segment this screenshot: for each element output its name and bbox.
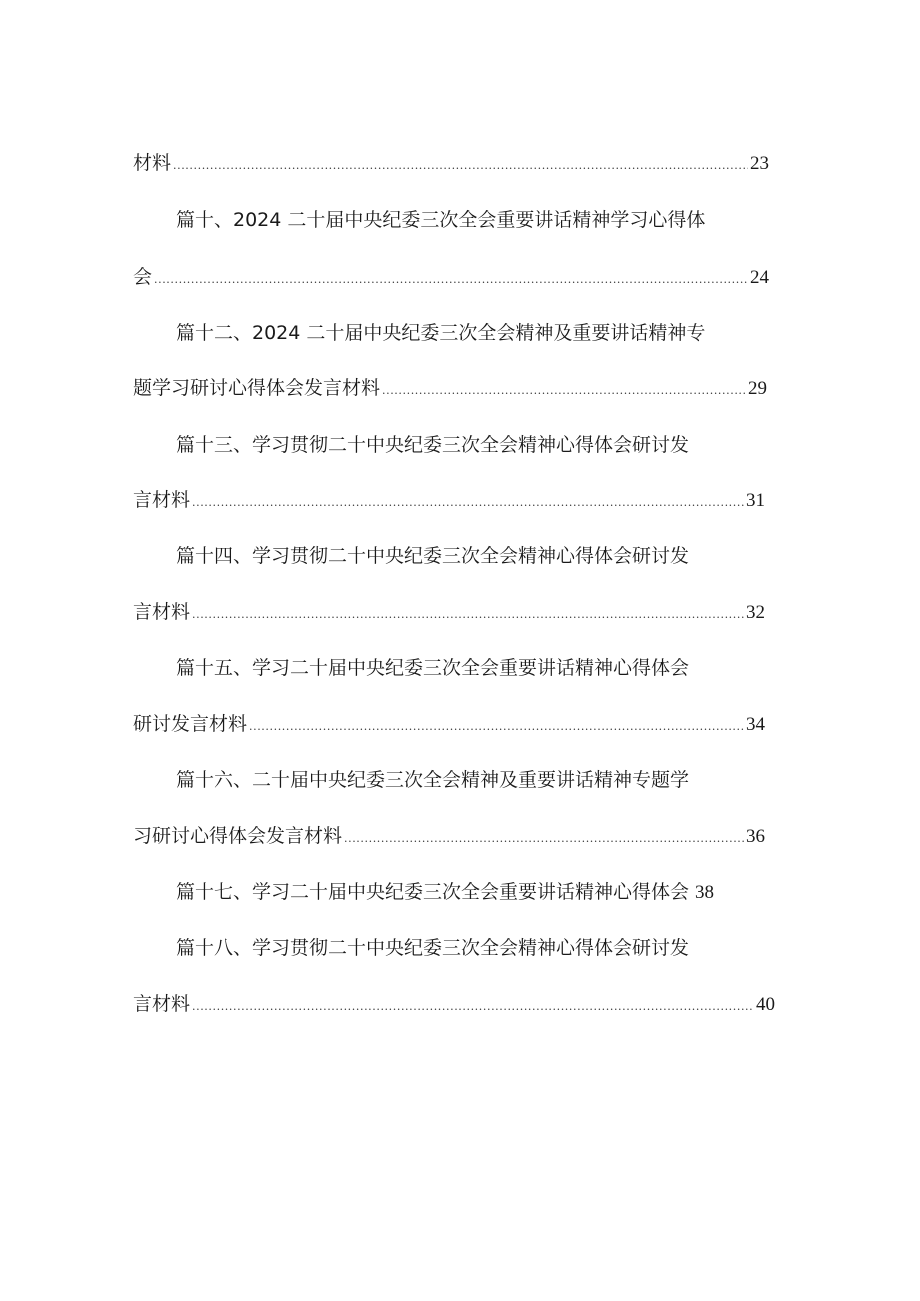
toc-entry-text: 言材料 xyxy=(133,601,191,623)
toc-entry-text: 习研讨心得体会发言材料 xyxy=(133,825,343,847)
toc-entry-text: 篇十五、学习二十届中央纪委三次全会重要讲话精神心得体会 xyxy=(176,657,690,679)
toc-entry-text: 题学习研讨心得体会发言材料 xyxy=(133,377,381,399)
toc-page-number: 38 xyxy=(695,882,715,903)
toc-entry-title xyxy=(176,933,776,963)
toc-entry-continuation xyxy=(133,597,765,627)
toc-entry-title xyxy=(176,430,776,460)
toc-page-number: 34 xyxy=(746,714,765,735)
toc-entry-text: 会 xyxy=(133,266,153,288)
toc-entry-text: 篇十七、学习二十届中央纪委三次全会重要讲话精神心得体会 xyxy=(176,881,690,903)
toc-entry-text: 篇十六、二十届中央纪委三次全会精神及重要讲话精神专题学 xyxy=(176,769,690,791)
toc-entry-title xyxy=(176,877,776,907)
dot-leader xyxy=(154,265,748,292)
toc-entry-title xyxy=(176,653,776,683)
dot-leader xyxy=(344,824,744,851)
dot-leader xyxy=(249,712,744,739)
toc-page-number: 32 xyxy=(746,602,765,623)
toc-entry-text: 篇十、2024 二十届中央纪委三次全会重要讲话精神学习心得体 xyxy=(176,209,706,231)
toc-entry-text: 言材料 xyxy=(133,993,191,1015)
toc-entry-title xyxy=(176,318,776,348)
toc-page-number: 24 xyxy=(750,267,769,288)
toc-entry-text: 篇十四、学习贯彻二十中央纪委三次全会精神心得体会研讨发 xyxy=(176,545,690,567)
toc-entry-title xyxy=(176,541,776,571)
toc-entry-continuation xyxy=(133,262,769,292)
toc-page-number: 40 xyxy=(756,994,775,1015)
toc-entry-text: 篇十二、2024 二十届中央纪委三次全会精神及重要讲话精神专 xyxy=(176,322,706,344)
dot-leader xyxy=(192,488,744,515)
toc-page-number: 36 xyxy=(746,826,765,847)
toc-page-number: 29 xyxy=(748,378,767,399)
toc-entry-continuation xyxy=(133,989,775,1019)
toc-entry-text: 研讨发言材料 xyxy=(133,713,248,735)
toc-entry-text: 篇十八、学习贯彻二十中央纪委三次全会精神心得体会研讨发 xyxy=(176,937,690,959)
toc-entry-text: 篇十三、学习贯彻二十中央纪委三次全会精神心得体会研讨发 xyxy=(176,434,690,456)
toc-entry-text: 言材料 xyxy=(133,489,191,511)
toc-page-number: 23 xyxy=(750,153,769,174)
dot-leader xyxy=(192,600,744,627)
dot-leader xyxy=(382,376,746,403)
toc-entry-continuation xyxy=(133,709,765,739)
toc-entry-continuation xyxy=(133,148,769,178)
toc-entry-continuation xyxy=(133,485,765,515)
toc-entry-title xyxy=(176,765,776,795)
toc-page-number: 31 xyxy=(746,490,765,511)
dot-leader xyxy=(173,151,748,178)
toc-entry-title xyxy=(176,205,776,235)
toc-entry-continuation xyxy=(133,821,765,851)
toc-entry-continuation xyxy=(133,373,767,403)
dot-leader xyxy=(192,992,754,1019)
toc-entry-text: 材料 xyxy=(133,152,172,174)
